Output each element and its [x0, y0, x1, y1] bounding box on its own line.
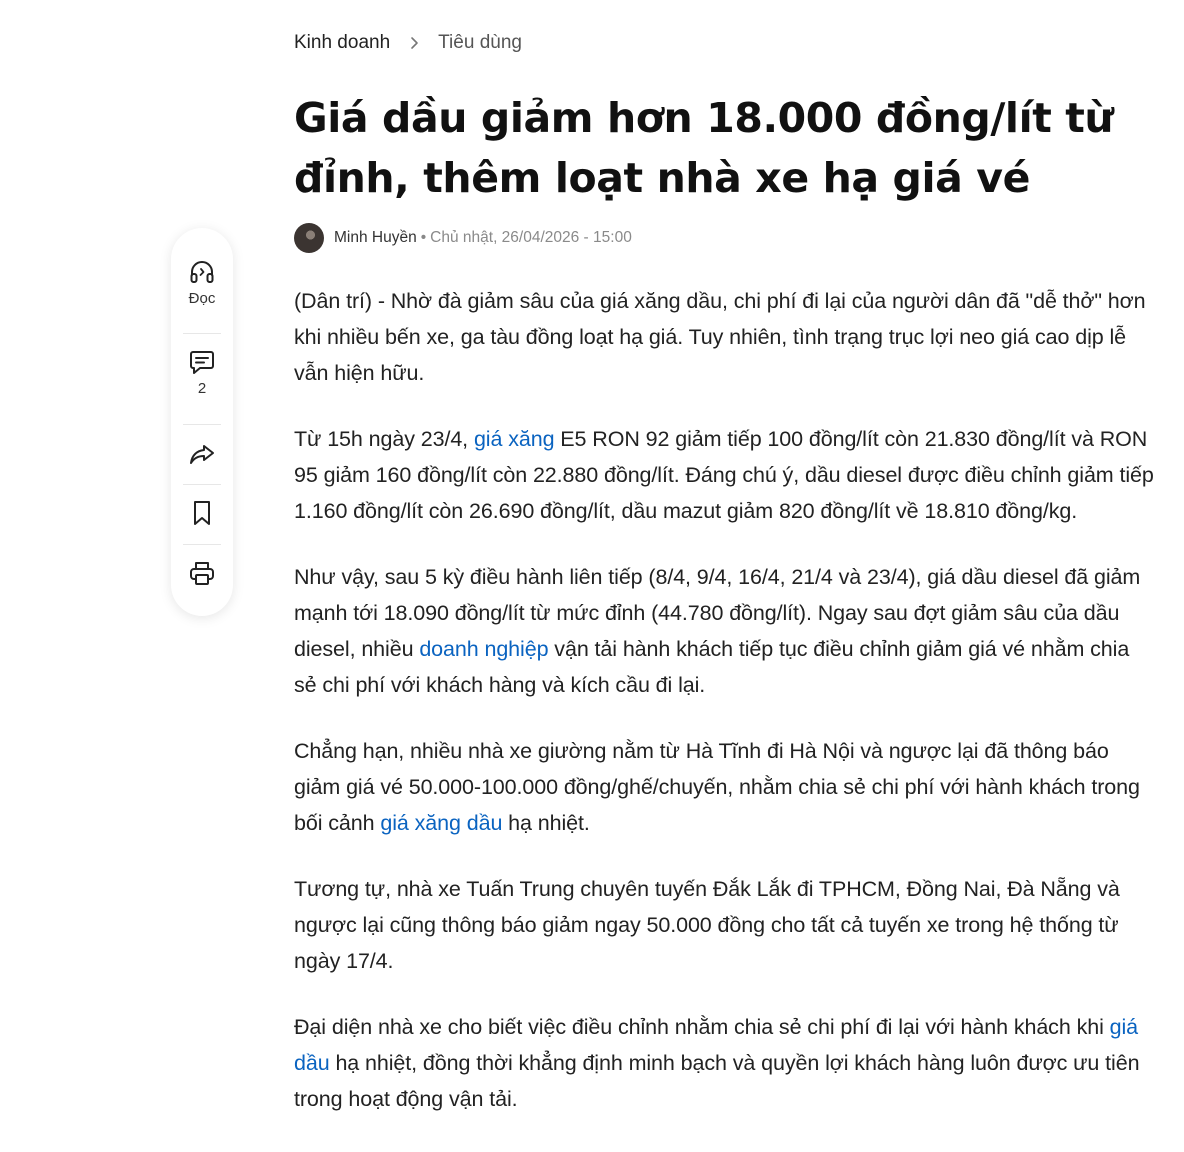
share-button[interactable] — [171, 440, 233, 468]
chevron-right-icon — [404, 30, 426, 56]
article-paragraph: (Dân trí) - Nhờ đà giảm sâu của giá xăng dầu, chi phí đi lại của người dân đã "dễ thở" hơn khi nhiều bến xe, ga tàu đồng loạt hạ giá. Tuy nhiên, tình trạng trục lợi neo giá cao dịp lễ vẫn hiện hữu. — [294, 289, 1146, 385]
breadcrumb-subcategory-link[interactable]: Tiêu dùng — [438, 32, 522, 53]
link-gia-dau[interactable]: giá dầu — [294, 1015, 1139, 1075]
avatar[interactable] — [294, 223, 324, 253]
headphones-icon — [188, 258, 216, 286]
link-gia-xang-dau[interactable]: giá xăng dầu — [380, 811, 503, 835]
share-icon — [188, 440, 216, 468]
link-doanh-nghiep[interactable]: doanh nghiệp — [419, 637, 549, 661]
article-paragraph: Như vậy, sau 5 kỳ điều hành liên tiếp (8/4, 9/4, 16/4, 21/4 và 23/4), giá dầu diesel đã giảm mạnh tới 18.090 đồng/lít từ mức đỉnh (44.780 đồng/lít). Ngay sau đợt giảm sâu của dầu diesel, nhiều doanh nghiệp vận tải hành khách tiếp tục điều chỉnh giảm giá vé nhằm chia sẻ chi phí với khách hàng và kích cầu đi lại. — [294, 565, 1141, 697]
listen-button[interactable] — [171, 258, 233, 308]
publish-date: Chủ nhật, 26/04/2026 - 15:00 — [430, 229, 632, 246]
author-row — [294, 222, 632, 254]
action-divider — [183, 424, 221, 425]
breadcrumb — [294, 30, 522, 56]
article-body — [294, 283, 1154, 1147]
action-divider — [183, 544, 221, 545]
print-icon — [188, 559, 216, 587]
article-paragraph: Chẳng hạn, nhiều nhà xe giường nằm từ Hà Tĩnh đi Hà Nội và ngược lại đã thông báo giảm giá vé 50.000-100.000 đồng/ghế/chuyến, nhằm chia sẻ chi phí với hành khách trong bối cảnh giá xăng dầu hạ nhiệt. — [294, 739, 1140, 835]
action-divider — [183, 333, 221, 334]
comment-button[interactable] — [171, 348, 233, 398]
article-paragraph: Từ 15h ngày 23/4, giá xăng E5 RON 92 giảm tiếp 100 đồng/lít còn 21.830 đồng/lít và RON 95 giảm 160 đồng/lít còn 22.880 đồng/lít. Đáng chú ý, dầu diesel được điều chỉnh giảm tiếp 1.160 đồng/lít còn 26.690 đồng/lít, dầu mazut giảm 820 đồng/lít về 18.810 đồng/kg. — [294, 427, 1154, 523]
author-name[interactable]: Minh Huyền — [334, 229, 417, 246]
comment-count: 2 — [197, 380, 207, 397]
bookmark-icon — [188, 499, 216, 527]
article-title: Giá dầu giảm hơn 18.000 đồng/lít từ đỉnh, thêm loạt nhà xe hạ giá vé — [294, 94, 1114, 202]
article-action-bar — [171, 228, 233, 616]
bookmark-button[interactable] — [171, 499, 233, 527]
print-button[interactable] — [171, 559, 233, 587]
breadcrumb-category-link[interactable]: Kinh doanh — [294, 32, 391, 53]
article-paragraph: Đại diện nhà xe cho biết việc điều chỉnh nhằm chia sẻ chi phí đi lại với hành khách khi giá dầu hạ nhiệt, đồng thời khẳng định minh bạch và quyền lợi khách hàng luôn được ưu tiên trong hoạt động vận tải. — [294, 1015, 1140, 1111]
comment-icon — [188, 348, 216, 376]
action-divider — [183, 484, 221, 485]
article-paragraph: Tương tự, nhà xe Tuấn Trung chuyên tuyến Đắk Lắk đi TPHCM, Đồng Nai, Đà Nẵng và ngược lại cũng thông báo giảm ngay 50.000 đồng cho tất cả tuyến xe trong hệ thống từ ngày 17/4. — [294, 877, 1120, 973]
author-date-separator: • — [420, 229, 427, 246]
listen-label: Đọc — [188, 290, 216, 307]
link-gia-xang[interactable]: giá xăng — [473, 427, 555, 451]
